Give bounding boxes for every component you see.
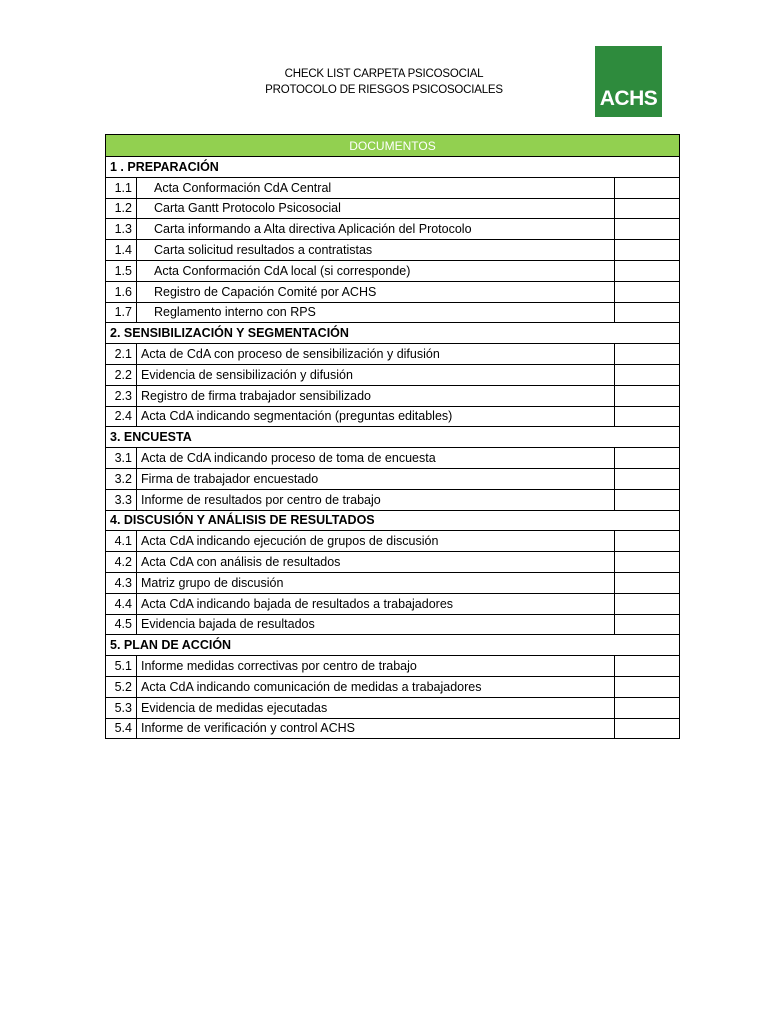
item-number: 1.4: [106, 240, 137, 261]
item-label: Acta de CdA indicando proceso de toma de encuesta: [137, 448, 615, 469]
item-number: 3.2: [106, 468, 137, 489]
section-row: [106, 427, 680, 448]
check-cell[interactable]: [614, 468, 679, 489]
check-cell[interactable]: [614, 364, 679, 385]
item-label: Informe de resultados por centro de trabajo: [137, 489, 615, 510]
check-cell[interactable]: [614, 718, 679, 739]
item-number: 2.1: [106, 344, 137, 365]
item-label: Acta CdA indicando ejecución de grupos de discusión: [137, 531, 615, 552]
item-number: 2.4: [106, 406, 137, 427]
checklist-row: [106, 552, 680, 573]
item-number: 1.5: [106, 260, 137, 281]
item-number: 5.1: [106, 656, 137, 677]
title-line-1: CHECK LIST CARPETA PSICOSOCIAL: [284, 68, 484, 80]
check-cell[interactable]: [614, 302, 679, 323]
item-label: Informe de verificación y control ACHS: [137, 718, 615, 739]
item-label: Carta informando a Alta directiva Aplicación del Protocolo: [137, 219, 615, 240]
checklist-row: [106, 718, 680, 739]
checklist-row: [106, 614, 680, 635]
check-cell[interactable]: [614, 281, 679, 302]
check-cell[interactable]: [614, 240, 679, 261]
item-number: 3.1: [106, 448, 137, 469]
check-cell[interactable]: [614, 406, 679, 427]
item-number: 4.2: [106, 552, 137, 573]
item-number: 4.3: [106, 572, 137, 593]
checklist-row: [106, 177, 680, 198]
item-label: Acta CdA indicando comunicación de medidas a trabajadores: [137, 676, 615, 697]
checklist-row: [106, 302, 680, 323]
item-label: Acta CdA indicando segmentación (preguntas editables): [137, 406, 615, 427]
item-number: 4.4: [106, 593, 137, 614]
section-title: 4. DISCUSIÓN Y ANÁLISIS DE RESULTADOS: [106, 510, 680, 531]
item-number: 5.3: [106, 697, 137, 718]
item-number: 1.3: [106, 219, 137, 240]
checklist-row: [106, 593, 680, 614]
item-label: Evidencia de medidas ejecutadas: [137, 697, 615, 718]
item-label: Matriz grupo de discusión: [137, 572, 615, 593]
section-row: [106, 323, 680, 344]
item-label: Firma de trabajador encuestado: [137, 468, 615, 489]
item-number: 5.4: [106, 718, 137, 739]
section-title: 1 . PREPARACIÓN: [106, 157, 680, 178]
section-title: 3. ENCUESTA: [106, 427, 680, 448]
item-label: Reglamento interno con RPS: [137, 302, 615, 323]
check-cell[interactable]: [614, 448, 679, 469]
item-label: Evidencia bajada de resultados: [137, 614, 615, 635]
checklist-row: [106, 572, 680, 593]
checklist-row: [106, 656, 680, 677]
check-cell[interactable]: [614, 344, 679, 365]
section-title: 2. SENSIBILIZACIÓN Y SEGMENTACIÓN: [106, 323, 680, 344]
check-cell[interactable]: [614, 489, 679, 510]
checklist-row: [106, 531, 680, 552]
check-cell[interactable]: [614, 219, 679, 240]
checklist-row: [106, 676, 680, 697]
checklist-table: [105, 134, 680, 739]
item-label: Carta Gantt Protocolo Psicosocial: [137, 198, 615, 219]
check-cell[interactable]: [614, 552, 679, 573]
table-header-row: [106, 135, 680, 157]
checklist-row: [106, 468, 680, 489]
item-number: 1.2: [106, 198, 137, 219]
check-cell[interactable]: [614, 614, 679, 635]
section-row: [106, 157, 680, 178]
check-cell[interactable]: [614, 198, 679, 219]
checklist-row: [106, 448, 680, 469]
achs-logo: [595, 46, 662, 117]
checklist-row: [106, 406, 680, 427]
item-label: Acta Conformación CdA local (si corresponde): [137, 260, 615, 281]
item-label: Registro de Capación Comité por ACHS: [137, 281, 615, 302]
check-cell[interactable]: [614, 656, 679, 677]
table-heading: DOCUMENTOS: [106, 135, 680, 157]
item-number: 4.5: [106, 614, 137, 635]
checklist-row: [106, 344, 680, 365]
section-title: 5. PLAN DE ACCIÓN: [106, 635, 680, 656]
section-row: [106, 635, 680, 656]
checklist-row: [106, 281, 680, 302]
item-label: Registro de firma trabajador sensibilizado: [137, 385, 615, 406]
item-label: Acta CdA con análisis de resultados: [137, 552, 615, 573]
item-number: 2.3: [106, 385, 137, 406]
item-label: Evidencia de sensibilización y difusión: [137, 364, 615, 385]
checklist-row: [106, 385, 680, 406]
check-cell[interactable]: [614, 260, 679, 281]
check-cell[interactable]: [614, 572, 679, 593]
item-number: 4.1: [106, 531, 137, 552]
checklist-row: [106, 219, 680, 240]
check-cell[interactable]: [614, 177, 679, 198]
item-number: 1.1: [106, 177, 137, 198]
checklist-row: [106, 198, 680, 219]
checklist-row: [106, 260, 680, 281]
item-number: 5.2: [106, 676, 137, 697]
item-number: 3.3: [106, 489, 137, 510]
section-row: [106, 510, 680, 531]
item-label: Acta CdA indicando bajada de resultados a trabajadores: [137, 593, 615, 614]
item-label: Carta solicitud resultados a contratistas: [137, 240, 615, 261]
item-number: 1.6: [106, 281, 137, 302]
checklist-row: [106, 489, 680, 510]
title-line-2: PROTOCOLO DE RIESGOS PSICOSOCIALES: [265, 84, 503, 96]
checklist-row: [106, 364, 680, 385]
check-cell[interactable]: [614, 676, 679, 697]
item-number: 2.2: [106, 364, 137, 385]
check-cell[interactable]: [614, 593, 679, 614]
item-label: Informe medidas correctivas por centro de trabajo: [137, 656, 615, 677]
check-cell[interactable]: [614, 385, 679, 406]
check-cell[interactable]: [614, 697, 679, 718]
check-cell[interactable]: [614, 531, 679, 552]
item-label: Acta Conformación CdA Central: [137, 177, 615, 198]
item-label: Acta de CdA con proceso de sensibilización y difusión: [137, 344, 615, 365]
item-number: 1.7: [106, 302, 137, 323]
checklist-row: [106, 697, 680, 718]
checklist-row: [106, 240, 680, 261]
logo-text: ACHS: [599, 87, 658, 110]
